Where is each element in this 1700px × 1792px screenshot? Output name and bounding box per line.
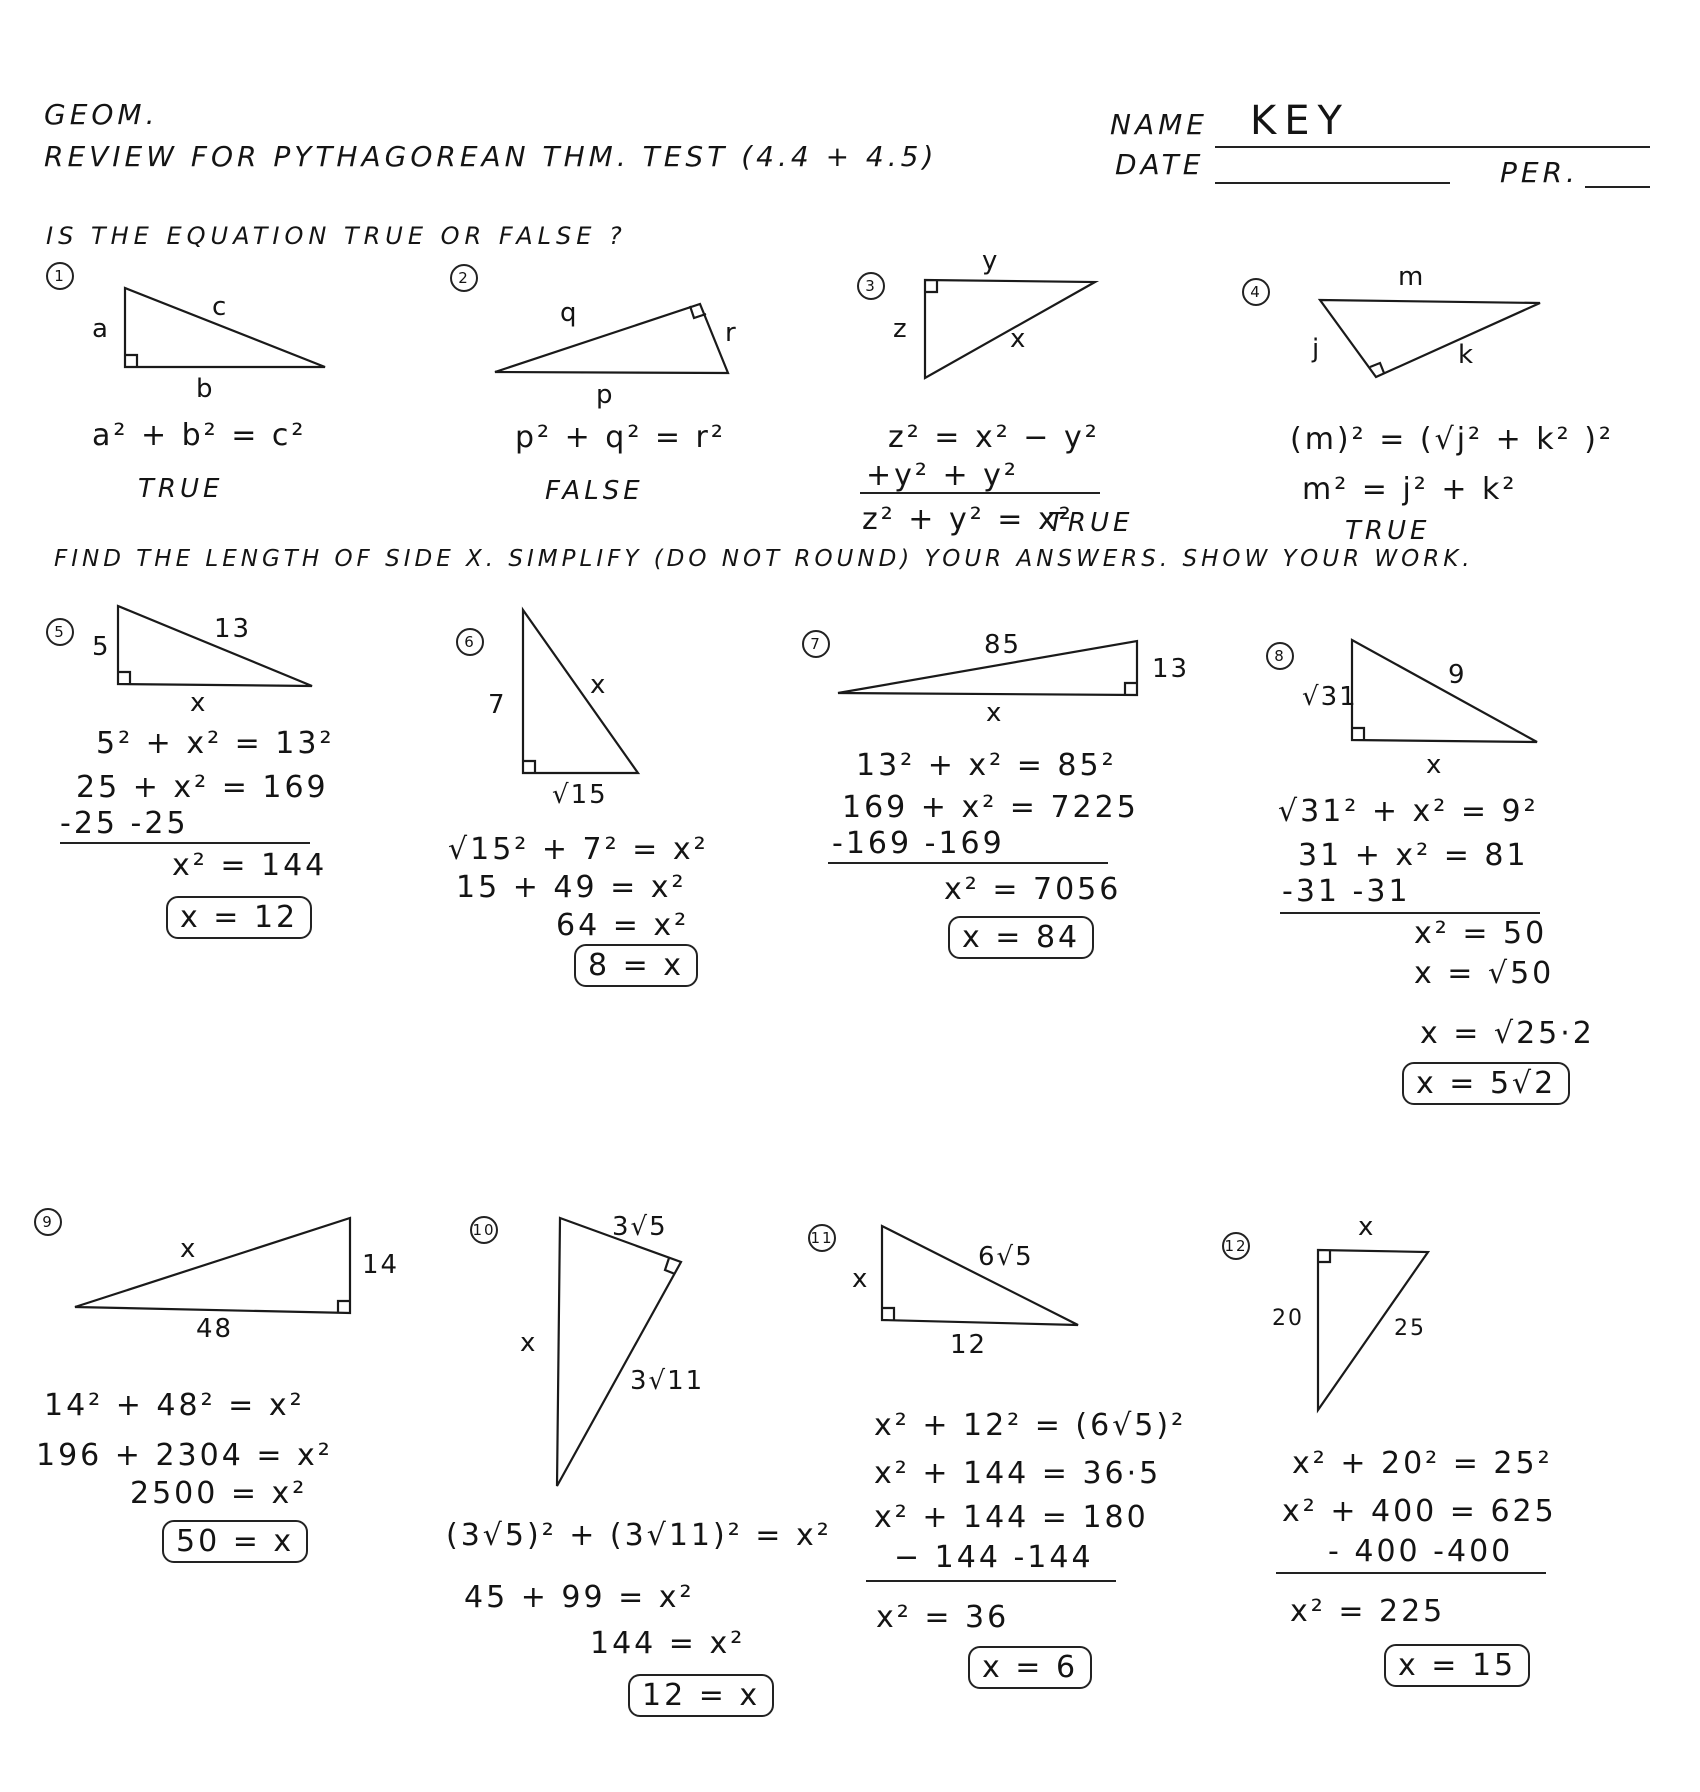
triangle-4 <box>1320 300 1540 377</box>
work-step: x² + 144 = 180 <box>874 1500 1149 1535</box>
problem-number: 8 <box>1266 642 1294 670</box>
work-step: x² = 7056 <box>944 872 1122 907</box>
side-label: r <box>725 318 738 348</box>
side-label: x <box>1426 750 1444 780</box>
problem-number: 1 <box>46 262 74 290</box>
side-label: p <box>596 380 615 410</box>
side-label: 85 <box>984 630 1022 660</box>
work-step: x² = 225 <box>1290 1594 1446 1629</box>
work-step: m² = j² + k² <box>1302 472 1518 507</box>
answer-box: 12 = x <box>628 1674 774 1717</box>
problem-number: 9 <box>34 1208 62 1236</box>
answer-box: x = 12 <box>166 896 312 939</box>
work-step: x² = 50 <box>1414 916 1548 951</box>
answer: TRUE <box>1048 508 1134 538</box>
answer-box: 50 = x <box>162 1520 308 1563</box>
name-label: NAME <box>1110 108 1208 141</box>
triangle-10 <box>557 1218 681 1486</box>
problem-number: 4 <box>1242 278 1270 306</box>
work-rule <box>1276 1572 1546 1574</box>
work-rule <box>60 842 310 844</box>
side-label: 3√5 <box>612 1212 668 1242</box>
side-label: y <box>982 246 1000 276</box>
side-label: x <box>190 688 208 718</box>
work-step: 169 + x² = 7225 <box>842 790 1139 825</box>
equation: a² + b² = c² <box>92 418 307 453</box>
work-step: (m)² = (√j² + k² )² <box>1290 422 1614 457</box>
side-label: x <box>1010 324 1028 354</box>
side-label: a <box>92 314 110 344</box>
side-label: 7 <box>488 690 507 720</box>
answer-box: x = 15 <box>1384 1644 1530 1687</box>
triangle-2 <box>495 304 728 373</box>
work-step: 64 = x² <box>556 908 690 943</box>
problem-number: 5 <box>46 618 74 646</box>
work-rule <box>860 492 1100 494</box>
problem-number: 6 <box>456 628 484 656</box>
side-label: 12 <box>950 1330 988 1360</box>
work-step: x² + 144 = 36·5 <box>874 1456 1162 1491</box>
side-label: j <box>1312 334 1322 364</box>
side-label: 6√5 <box>978 1242 1034 1272</box>
date-label: DATE <box>1115 148 1205 181</box>
side-label: c <box>212 292 229 322</box>
work-rule <box>828 862 1108 864</box>
work-step: x = √50 <box>1414 956 1555 991</box>
work-step: − 144 -144 <box>894 1540 1094 1575</box>
side-label: 3√11 <box>630 1366 705 1396</box>
side-label: k <box>1458 340 1476 370</box>
name-value: KEY <box>1250 98 1350 144</box>
triangle-9 <box>75 1218 350 1313</box>
side-label: 13 <box>1152 654 1190 684</box>
work-step: 14² + 48² = x² <box>44 1388 305 1423</box>
work-step: - 400 -400 <box>1328 1534 1514 1569</box>
side-label: 9 <box>1448 660 1467 690</box>
side-label: √31 <box>1302 682 1358 712</box>
problem-number: 2 <box>450 264 478 292</box>
answer-box: x = 6 <box>968 1646 1092 1689</box>
work-step: x² + 20² = 25² <box>1292 1446 1553 1481</box>
work-step: 25 + x² = 169 <box>76 770 329 805</box>
course-label: GEOM. <box>44 98 159 131</box>
side-label: 13 <box>214 614 252 644</box>
work-step: x² + 400 = 625 <box>1282 1494 1557 1529</box>
work-step: 144 = x² <box>590 1626 746 1661</box>
side-label: 14 <box>362 1250 400 1280</box>
side-label: m <box>1398 262 1426 292</box>
work-step: z² + y² = x² <box>862 502 1074 537</box>
side-label: x <box>520 1328 538 1358</box>
side-label: x <box>1358 1212 1376 1242</box>
date-line <box>1215 182 1450 184</box>
section2-instruction: FIND THE LENGTH OF SIDE X. SIMPLIFY (DO NOT ROUND) YOUR ANSWERS. SHOW YOUR WORK. <box>54 546 1474 572</box>
triangle-6 <box>523 610 638 773</box>
answer: FALSE <box>545 476 644 506</box>
work-step: 196 + 2304 = x² <box>36 1438 333 1473</box>
work-step: -25 -25 <box>60 806 189 841</box>
work-step: 31 + x² = 81 <box>1298 838 1529 873</box>
equation: p² + q² = r² <box>515 420 726 455</box>
work-step: +y² + y² <box>866 458 1019 493</box>
work-step: √31² + x² = 9² <box>1278 794 1539 829</box>
answer: TRUE <box>138 474 224 504</box>
side-label: 5 <box>92 632 111 662</box>
problem-number: 12 <box>1222 1232 1250 1260</box>
work-step: 5² + x² = 13² <box>96 726 335 761</box>
answer-box: 8 = x <box>574 944 698 987</box>
period-line <box>1585 186 1650 188</box>
triangle-8 <box>1352 640 1537 742</box>
side-label: b <box>196 374 215 404</box>
side-label: 25 <box>1394 1316 1426 1341</box>
section1-instruction: IS THE EQUATION TRUE OR FALSE ? <box>46 222 627 250</box>
side-label: 20 <box>1272 1306 1304 1331</box>
work-rule <box>1280 912 1540 914</box>
problem-number: 11 <box>808 1224 836 1252</box>
work-step: (3√5)² + (3√11)² = x² <box>446 1518 832 1553</box>
side-label: z <box>893 314 909 344</box>
work-step: x = √25·2 <box>1420 1016 1595 1051</box>
work-step: x² = 144 <box>172 848 328 883</box>
problem-number: 3 <box>857 272 885 300</box>
work-step: 45 + 99 = x² <box>464 1580 695 1615</box>
worksheet-title: REVIEW FOR PYTHAGOREAN THM. TEST (4.4 + 4.5) <box>44 140 938 173</box>
work-step: 2500 = x² <box>130 1476 308 1511</box>
side-label: x <box>986 698 1004 728</box>
triangle-11 <box>882 1226 1078 1325</box>
work-step: 13² + x² = 85² <box>856 748 1117 783</box>
period-label: PER. <box>1500 156 1579 189</box>
answer: TRUE <box>1345 516 1431 546</box>
side-label: x <box>852 1264 870 1294</box>
work-step: -31 -31 <box>1282 874 1411 909</box>
answer-box: x = 84 <box>948 916 1094 959</box>
side-label: x <box>590 670 608 700</box>
side-label: √15 <box>552 780 608 810</box>
work-step: 15 + 49 = x² <box>456 870 687 905</box>
answer-box: x = 5√2 <box>1402 1062 1570 1105</box>
problem-number: 7 <box>802 630 830 658</box>
side-label: x <box>180 1234 198 1264</box>
work-step: √15² + 7² = x² <box>448 832 709 867</box>
work-rule <box>866 1580 1116 1582</box>
work-step: z² = x² − y² <box>888 420 1100 455</box>
problem-number: 10 <box>470 1216 498 1244</box>
side-label: q <box>560 298 579 328</box>
side-label: 48 <box>196 1314 234 1344</box>
name-line <box>1215 146 1650 148</box>
work-step: x² = 36 <box>876 1600 1010 1635</box>
work-step: -169 -169 <box>832 826 1005 861</box>
work-step: x² + 12² = (6√5)² <box>874 1408 1187 1443</box>
